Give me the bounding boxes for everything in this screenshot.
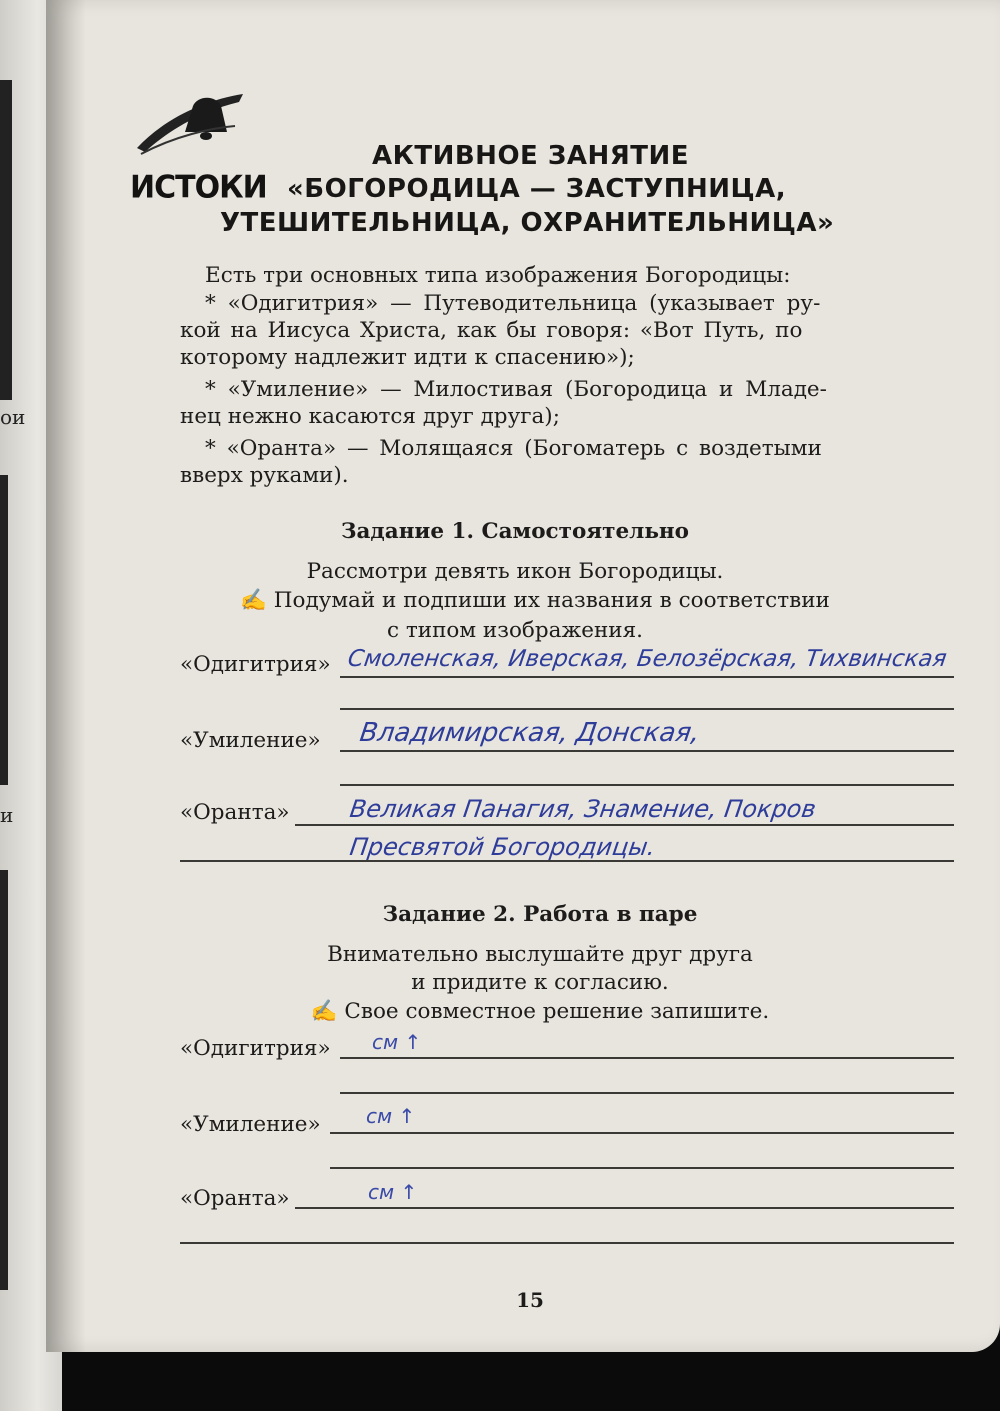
task2-answer-umilenie[interactable]: см ↑ <box>366 1104 416 1128</box>
task1-heading: Задание 1. Самостоятельно <box>341 519 689 544</box>
task2-answer-line <box>330 1132 954 1134</box>
page-number: 15 <box>516 1288 544 1312</box>
task2-answer-oranta[interactable]: см ↑ <box>368 1180 418 1204</box>
task2-answer-line <box>180 1242 954 1244</box>
task1-answer-line <box>340 750 954 752</box>
task2-label-umilenie: «Умиление» <box>180 1112 321 1137</box>
intro-line: * «Оранта» — Молящаяся (Богоматерь с воздетыми <box>205 436 822 461</box>
task1-answer-umilenie[interactable]: Владимирская, Донская, <box>357 718 702 748</box>
task2-answer-line <box>340 1057 954 1059</box>
task2-answer-line <box>295 1207 954 1209</box>
intro-line: Есть три основных типа изображения Богородицы: <box>205 263 791 288</box>
task1-instruction-row <box>170 588 900 613</box>
intro-line: кой на Иисуса Христа, как бы говоря: «Вот Путь, по <box>180 318 803 343</box>
activity-title-line-3: УТЕШИТЕЛЬНИЦА, ОХРАНИТЕЛЬНИЦА» <box>220 208 835 238</box>
task1-answer-odigitria[interactable]: Смоленская, Иверская, Белозёрская, Тихвинская <box>346 646 949 672</box>
series-label-istoki: ИСТОКИ <box>130 169 267 206</box>
left-page-text-fragment: ои <box>0 405 26 429</box>
pencil-icon: ✍ <box>240 588 267 613</box>
task2-answer-line <box>340 1092 954 1094</box>
task1-answer-line <box>340 708 954 710</box>
task1-label-odigitria: «Одигитрия» <box>180 652 331 677</box>
left-page-dark-strip <box>0 80 12 400</box>
task1-answer-line <box>295 824 954 826</box>
task2-label-odigitria: «Одигитрия» <box>180 1036 331 1061</box>
intro-line: * «Одигитрия» — Путеводительница (указывает ру- <box>205 291 821 316</box>
left-page-text-fragment: и <box>0 803 14 827</box>
left-page-dark-strip <box>0 475 8 785</box>
task2-instruction-row <box>175 999 905 1024</box>
intro-line: вверх руками). <box>180 463 349 488</box>
intro-line: нец нежно касаются друг друга); <box>180 404 560 429</box>
task2-instruction: Внимательно выслушайте друг друга <box>327 942 753 967</box>
task1-instruction: Рассмотри девять икон Богородицы. <box>306 559 724 584</box>
task2-instruction: и придите к согласию. <box>411 970 669 995</box>
activity-title-line-1: АКТИВНОЕ ЗАНЯТИЕ <box>372 141 689 171</box>
pencil-icon: ✍ <box>310 999 338 1024</box>
intro-line: * «Умиление» — Милостивая (Богородица и Младе- <box>205 377 827 402</box>
activity-title-line-2: «БОГОРОДИЦА — ЗАСТУПНИЦА, <box>287 174 787 204</box>
task2-answer-odigitria[interactable]: см ↑ <box>372 1030 422 1054</box>
task1-answer-oranta[interactable]: Великая Панагия, Знамение, Покров <box>348 795 818 823</box>
task1-label-umilenie: «Умиление» <box>180 728 321 753</box>
page-fold-shadow <box>46 0 86 1352</box>
left-page-dark-strip <box>0 870 8 1290</box>
task1-instruction: Подумай и подпиши их названия в соответствии <box>273 588 830 613</box>
task2-answer-line <box>330 1167 954 1169</box>
task2-instruction: Свое совместное решение запишите. <box>344 999 770 1024</box>
task2-label-oranta: «Оранта» <box>180 1186 290 1211</box>
intro-line: которому надлежит идти к спасению»); <box>180 345 635 370</box>
task1-answer-oranta-continued[interactable]: Пресвятой Богородицы. <box>348 833 658 861</box>
task1-label-oranta: «Оранта» <box>180 800 290 825</box>
task2-heading: Задание 2. Работа в паре <box>382 902 698 927</box>
task1-instruction: с типом изображения. <box>386 618 644 643</box>
bell-emblem-icon <box>135 88 245 160</box>
task1-answer-line <box>340 784 954 786</box>
task1-answer-line <box>340 676 954 678</box>
